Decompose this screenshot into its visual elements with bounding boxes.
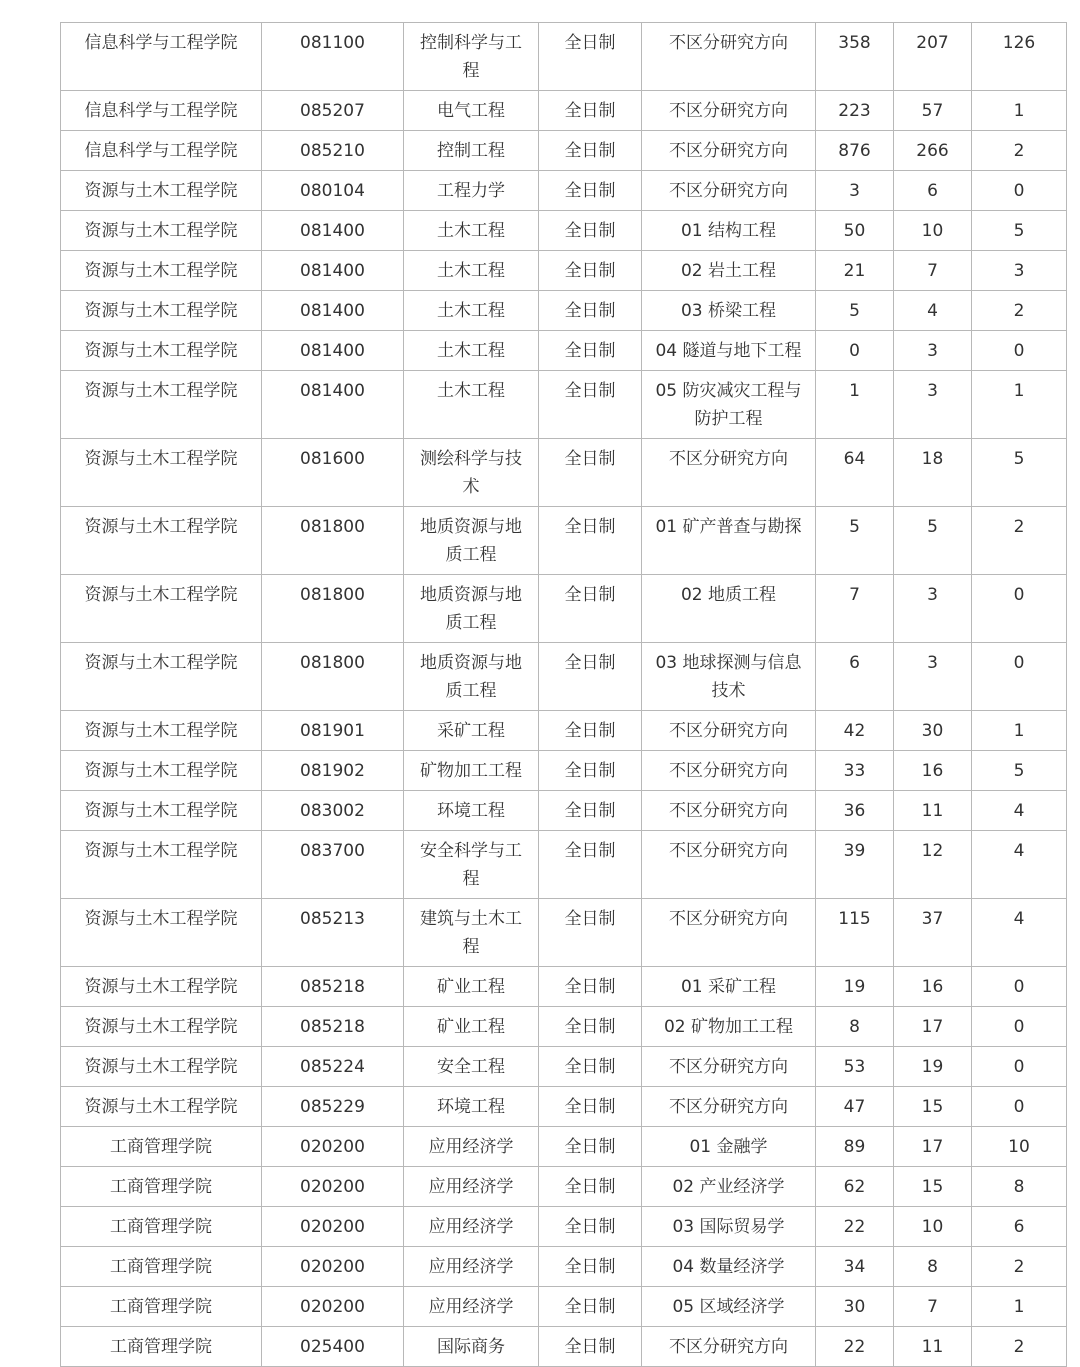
- num-cell-a: 3: [816, 171, 894, 211]
- num-cell-c: 0: [972, 967, 1067, 1007]
- num-cell-b: 11: [894, 791, 972, 831]
- mode-cell: 全日制: [539, 171, 642, 211]
- table-row: [61, 91, 1067, 131]
- college-cell: 信息科学与工程学院: [61, 91, 262, 131]
- college-cell: 资源与土木工程学院: [61, 711, 262, 751]
- code-cell: 081901: [262, 711, 404, 751]
- num-cell-a: 36: [816, 791, 894, 831]
- mode-cell: 全日制: [539, 131, 642, 171]
- direction-cell: 不区分研究方向: [642, 1047, 816, 1087]
- num-cell-b: 5: [894, 507, 972, 575]
- major-cell: 地质资源与地质工程: [404, 507, 539, 575]
- college-cell: 工商管理学院: [61, 1327, 262, 1367]
- mode-cell: 全日制: [539, 899, 642, 967]
- mode-cell: 全日制: [539, 1047, 642, 1087]
- college-cell: 资源与土木工程学院: [61, 1007, 262, 1047]
- college-cell: 资源与土木工程学院: [61, 899, 262, 967]
- num-cell-a: 33: [816, 751, 894, 791]
- num-cell-b: 3: [894, 575, 972, 643]
- mode-cell: 全日制: [539, 711, 642, 751]
- num-cell-b: 16: [894, 751, 972, 791]
- direction-cell: 02 矿物加工工程: [642, 1007, 816, 1047]
- admissions-table: [60, 22, 1067, 1367]
- major-cell: 环境工程: [404, 791, 539, 831]
- num-cell-b: 17: [894, 1127, 972, 1167]
- num-cell-c: 0: [972, 331, 1067, 371]
- direction-cell: 不区分研究方向: [642, 1327, 816, 1367]
- num-cell-b: 11: [894, 1327, 972, 1367]
- num-cell-c: 0: [972, 1047, 1067, 1087]
- num-cell-c: 2: [972, 507, 1067, 575]
- code-cell: 081902: [262, 751, 404, 791]
- major-cell: 矿业工程: [404, 1007, 539, 1047]
- major-cell: 安全科学与工程: [404, 831, 539, 899]
- major-cell: 电气工程: [404, 91, 539, 131]
- college-cell: 资源与土木工程学院: [61, 791, 262, 831]
- table-row: [61, 1287, 1067, 1327]
- num-cell-b: 3: [894, 331, 972, 371]
- mode-cell: 全日制: [539, 439, 642, 507]
- college-cell: 资源与土木工程学院: [61, 643, 262, 711]
- num-cell-a: 21: [816, 251, 894, 291]
- num-cell-b: 8: [894, 1247, 972, 1287]
- num-cell-c: 2: [972, 1247, 1067, 1287]
- code-cell: 081400: [262, 331, 404, 371]
- direction-cell: 不区分研究方向: [642, 791, 816, 831]
- num-cell-b: 7: [894, 1287, 972, 1327]
- code-cell: 020200: [262, 1247, 404, 1287]
- college-cell: 信息科学与工程学院: [61, 23, 262, 91]
- num-cell-b: 30: [894, 711, 972, 751]
- direction-cell: 不区分研究方向: [642, 23, 816, 91]
- code-cell: 085229: [262, 1087, 404, 1127]
- major-cell: 应用经济学: [404, 1127, 539, 1167]
- direction-cell: 不区分研究方向: [642, 831, 816, 899]
- num-cell-b: 4: [894, 291, 972, 331]
- major-cell: 应用经济学: [404, 1207, 539, 1247]
- num-cell-a: 39: [816, 831, 894, 899]
- direction-cell: 05 防灾减灾工程与防护工程: [642, 371, 816, 439]
- table-row: [61, 23, 1067, 91]
- num-cell-c: 5: [972, 211, 1067, 251]
- mode-cell: 全日制: [539, 331, 642, 371]
- major-cell: 矿物加工工程: [404, 751, 539, 791]
- num-cell-c: 2: [972, 291, 1067, 331]
- num-cell-a: 64: [816, 439, 894, 507]
- table-row: [61, 751, 1067, 791]
- code-cell: 025400: [262, 1327, 404, 1367]
- mode-cell: 全日制: [539, 1167, 642, 1207]
- num-cell-c: 6: [972, 1207, 1067, 1247]
- major-cell: 地质资源与地质工程: [404, 643, 539, 711]
- num-cell-b: 16: [894, 967, 972, 1007]
- table-row: [61, 291, 1067, 331]
- college-cell: 资源与土木工程学院: [61, 507, 262, 575]
- mode-cell: 全日制: [539, 1207, 642, 1247]
- code-cell: 020200: [262, 1287, 404, 1327]
- college-cell: 信息科学与工程学院: [61, 131, 262, 171]
- direction-cell: 02 地质工程: [642, 575, 816, 643]
- mode-cell: 全日制: [539, 371, 642, 439]
- major-cell: 土木工程: [404, 211, 539, 251]
- num-cell-b: 18: [894, 439, 972, 507]
- table-row: [61, 1087, 1067, 1127]
- college-cell: 工商管理学院: [61, 1287, 262, 1327]
- table-row: [61, 831, 1067, 899]
- code-cell: 020200: [262, 1127, 404, 1167]
- code-cell: 085213: [262, 899, 404, 967]
- num-cell-a: 47: [816, 1087, 894, 1127]
- table-row: [61, 439, 1067, 507]
- college-cell: 资源与土木工程学院: [61, 575, 262, 643]
- major-cell: 采矿工程: [404, 711, 539, 751]
- mode-cell: 全日制: [539, 575, 642, 643]
- num-cell-c: 4: [972, 899, 1067, 967]
- direction-cell: 不区分研究方向: [642, 131, 816, 171]
- code-cell: 081800: [262, 507, 404, 575]
- major-cell: 环境工程: [404, 1087, 539, 1127]
- num-cell-c: 0: [972, 1087, 1067, 1127]
- num-cell-c: 0: [972, 643, 1067, 711]
- table-row: [61, 1207, 1067, 1247]
- num-cell-c: 126: [972, 23, 1067, 91]
- code-cell: 081600: [262, 439, 404, 507]
- num-cell-a: 115: [816, 899, 894, 967]
- num-cell-b: 57: [894, 91, 972, 131]
- table-body: [61, 23, 1067, 1367]
- direction-cell: 01 矿产普查与勘探: [642, 507, 816, 575]
- num-cell-b: 10: [894, 1207, 972, 1247]
- num-cell-c: 5: [972, 439, 1067, 507]
- mode-cell: 全日制: [539, 967, 642, 1007]
- num-cell-b: 15: [894, 1167, 972, 1207]
- mode-cell: 全日制: [539, 1247, 642, 1287]
- num-cell-b: 6: [894, 171, 972, 211]
- college-cell: 资源与土木工程学院: [61, 1087, 262, 1127]
- major-cell: 安全工程: [404, 1047, 539, 1087]
- college-cell: 工商管理学院: [61, 1247, 262, 1287]
- code-cell: 081400: [262, 371, 404, 439]
- num-cell-a: 7: [816, 575, 894, 643]
- code-cell: 080104: [262, 171, 404, 211]
- mode-cell: 全日制: [539, 1087, 642, 1127]
- num-cell-c: 0: [972, 171, 1067, 211]
- mode-cell: 全日制: [539, 1127, 642, 1167]
- college-cell: 资源与土木工程学院: [61, 251, 262, 291]
- code-cell: 083700: [262, 831, 404, 899]
- code-cell: 081400: [262, 291, 404, 331]
- num-cell-b: 12: [894, 831, 972, 899]
- num-cell-a: 358: [816, 23, 894, 91]
- mode-cell: 全日制: [539, 1287, 642, 1327]
- table-row: [61, 507, 1067, 575]
- num-cell-a: 6: [816, 643, 894, 711]
- direction-cell: 不区分研究方向: [642, 171, 816, 211]
- table-row: [61, 1327, 1067, 1367]
- num-cell-a: 8: [816, 1007, 894, 1047]
- num-cell-b: 266: [894, 131, 972, 171]
- num-cell-c: 10: [972, 1127, 1067, 1167]
- college-cell: 资源与土木工程学院: [61, 371, 262, 439]
- college-cell: 工商管理学院: [61, 1127, 262, 1167]
- num-cell-a: 5: [816, 291, 894, 331]
- code-cell: 085224: [262, 1047, 404, 1087]
- num-cell-b: 37: [894, 899, 972, 967]
- code-cell: 081400: [262, 211, 404, 251]
- direction-cell: 03 桥梁工程: [642, 291, 816, 331]
- code-cell: 081800: [262, 575, 404, 643]
- direction-cell: 01 结构工程: [642, 211, 816, 251]
- mode-cell: 全日制: [539, 507, 642, 575]
- num-cell-a: 1: [816, 371, 894, 439]
- table-row: [61, 1007, 1067, 1047]
- major-cell: 建筑与土木工程: [404, 899, 539, 967]
- code-cell: 020200: [262, 1167, 404, 1207]
- direction-cell: 02 岩土工程: [642, 251, 816, 291]
- college-cell: 资源与土木工程学院: [61, 831, 262, 899]
- college-cell: 资源与土木工程学院: [61, 211, 262, 251]
- table-row: [61, 791, 1067, 831]
- code-cell: 081100: [262, 23, 404, 91]
- code-cell: 081400: [262, 251, 404, 291]
- mode-cell: 全日制: [539, 831, 642, 899]
- major-cell: 国际商务: [404, 1327, 539, 1367]
- num-cell-c: 1: [972, 711, 1067, 751]
- num-cell-b: 17: [894, 1007, 972, 1047]
- num-cell-c: 4: [972, 791, 1067, 831]
- major-cell: 应用经济学: [404, 1287, 539, 1327]
- table-row: [61, 1247, 1067, 1287]
- num-cell-a: 50: [816, 211, 894, 251]
- num-cell-a: 53: [816, 1047, 894, 1087]
- direction-cell: 03 国际贸易学: [642, 1207, 816, 1247]
- table-row: [61, 331, 1067, 371]
- direction-cell: 不区分研究方向: [642, 91, 816, 131]
- num-cell-a: 223: [816, 91, 894, 131]
- direction-cell: 不区分研究方向: [642, 439, 816, 507]
- direction-cell: 04 数量经济学: [642, 1247, 816, 1287]
- num-cell-a: 30: [816, 1287, 894, 1327]
- major-cell: 土木工程: [404, 371, 539, 439]
- direction-cell: 01 金融学: [642, 1127, 816, 1167]
- num-cell-b: 15: [894, 1087, 972, 1127]
- direction-cell: 不区分研究方向: [642, 1087, 816, 1127]
- code-cell: 020200: [262, 1207, 404, 1247]
- num-cell-b: 10: [894, 211, 972, 251]
- num-cell-c: 4: [972, 831, 1067, 899]
- num-cell-b: 7: [894, 251, 972, 291]
- college-cell: 资源与土木工程学院: [61, 1047, 262, 1087]
- code-cell: 083002: [262, 791, 404, 831]
- college-cell: 工商管理学院: [61, 1207, 262, 1247]
- major-cell: 土木工程: [404, 251, 539, 291]
- num-cell-c: 1: [972, 371, 1067, 439]
- num-cell-a: 22: [816, 1207, 894, 1247]
- num-cell-a: 22: [816, 1327, 894, 1367]
- num-cell-c: 2: [972, 1327, 1067, 1367]
- direction-cell: 01 采矿工程: [642, 967, 816, 1007]
- table-row: [61, 1047, 1067, 1087]
- direction-cell: 不区分研究方向: [642, 711, 816, 751]
- num-cell-a: 62: [816, 1167, 894, 1207]
- mode-cell: 全日制: [539, 211, 642, 251]
- major-cell: 工程力学: [404, 171, 539, 211]
- direction-cell: 02 产业经济学: [642, 1167, 816, 1207]
- mode-cell: 全日制: [539, 643, 642, 711]
- num-cell-a: 34: [816, 1247, 894, 1287]
- table-row: [61, 371, 1067, 439]
- mode-cell: 全日制: [539, 291, 642, 331]
- num-cell-c: 5: [972, 751, 1067, 791]
- college-cell: 资源与土木工程学院: [61, 171, 262, 211]
- table-row: [61, 899, 1067, 967]
- table-row: [61, 711, 1067, 751]
- table-row: [61, 131, 1067, 171]
- table-row: [61, 575, 1067, 643]
- major-cell: 地质资源与地质工程: [404, 575, 539, 643]
- major-cell: 控制工程: [404, 131, 539, 171]
- table-row: [61, 1127, 1067, 1167]
- mode-cell: 全日制: [539, 91, 642, 131]
- code-cell: 085218: [262, 1007, 404, 1047]
- num-cell-a: 19: [816, 967, 894, 1007]
- college-cell: 工商管理学院: [61, 1167, 262, 1207]
- college-cell: 资源与土木工程学院: [61, 291, 262, 331]
- table-row: [61, 643, 1067, 711]
- table-row: [61, 967, 1067, 1007]
- code-cell: 085207: [262, 91, 404, 131]
- mode-cell: 全日制: [539, 751, 642, 791]
- table-row: [61, 211, 1067, 251]
- major-cell: 应用经济学: [404, 1167, 539, 1207]
- mode-cell: 全日制: [539, 23, 642, 91]
- code-cell: 085218: [262, 967, 404, 1007]
- college-cell: 资源与土木工程学院: [61, 439, 262, 507]
- num-cell-a: 876: [816, 131, 894, 171]
- college-cell: 资源与土木工程学院: [61, 967, 262, 1007]
- num-cell-c: 1: [972, 1287, 1067, 1327]
- table-row: [61, 1167, 1067, 1207]
- major-cell: 土木工程: [404, 331, 539, 371]
- mode-cell: 全日制: [539, 1007, 642, 1047]
- direction-cell: 03 地球探测与信息技术: [642, 643, 816, 711]
- num-cell-a: 0: [816, 331, 894, 371]
- num-cell-a: 42: [816, 711, 894, 751]
- mode-cell: 全日制: [539, 251, 642, 291]
- table-row: [61, 251, 1067, 291]
- num-cell-b: 207: [894, 23, 972, 91]
- code-cell: 081800: [262, 643, 404, 711]
- code-cell: 085210: [262, 131, 404, 171]
- college-cell: 资源与土木工程学院: [61, 331, 262, 371]
- num-cell-b: 3: [894, 371, 972, 439]
- mode-cell: 全日制: [539, 791, 642, 831]
- num-cell-b: 3: [894, 643, 972, 711]
- direction-cell: 不区分研究方向: [642, 751, 816, 791]
- major-cell: 应用经济学: [404, 1247, 539, 1287]
- num-cell-c: 8: [972, 1167, 1067, 1207]
- num-cell-c: 0: [972, 1007, 1067, 1047]
- major-cell: 测绘科学与技术: [404, 439, 539, 507]
- college-cell: 资源与土木工程学院: [61, 751, 262, 791]
- direction-cell: 不区分研究方向: [642, 899, 816, 967]
- num-cell-a: 89: [816, 1127, 894, 1167]
- num-cell-c: 3: [972, 251, 1067, 291]
- num-cell-a: 5: [816, 507, 894, 575]
- direction-cell: 05 区域经济学: [642, 1287, 816, 1327]
- num-cell-c: 2: [972, 131, 1067, 171]
- table-row: [61, 171, 1067, 211]
- num-cell-c: 1: [972, 91, 1067, 131]
- major-cell: 矿业工程: [404, 967, 539, 1007]
- direction-cell: 04 隧道与地下工程: [642, 331, 816, 371]
- num-cell-b: 19: [894, 1047, 972, 1087]
- num-cell-c: 0: [972, 575, 1067, 643]
- major-cell: 控制科学与工程: [404, 23, 539, 91]
- major-cell: 土木工程: [404, 291, 539, 331]
- mode-cell: 全日制: [539, 1327, 642, 1367]
